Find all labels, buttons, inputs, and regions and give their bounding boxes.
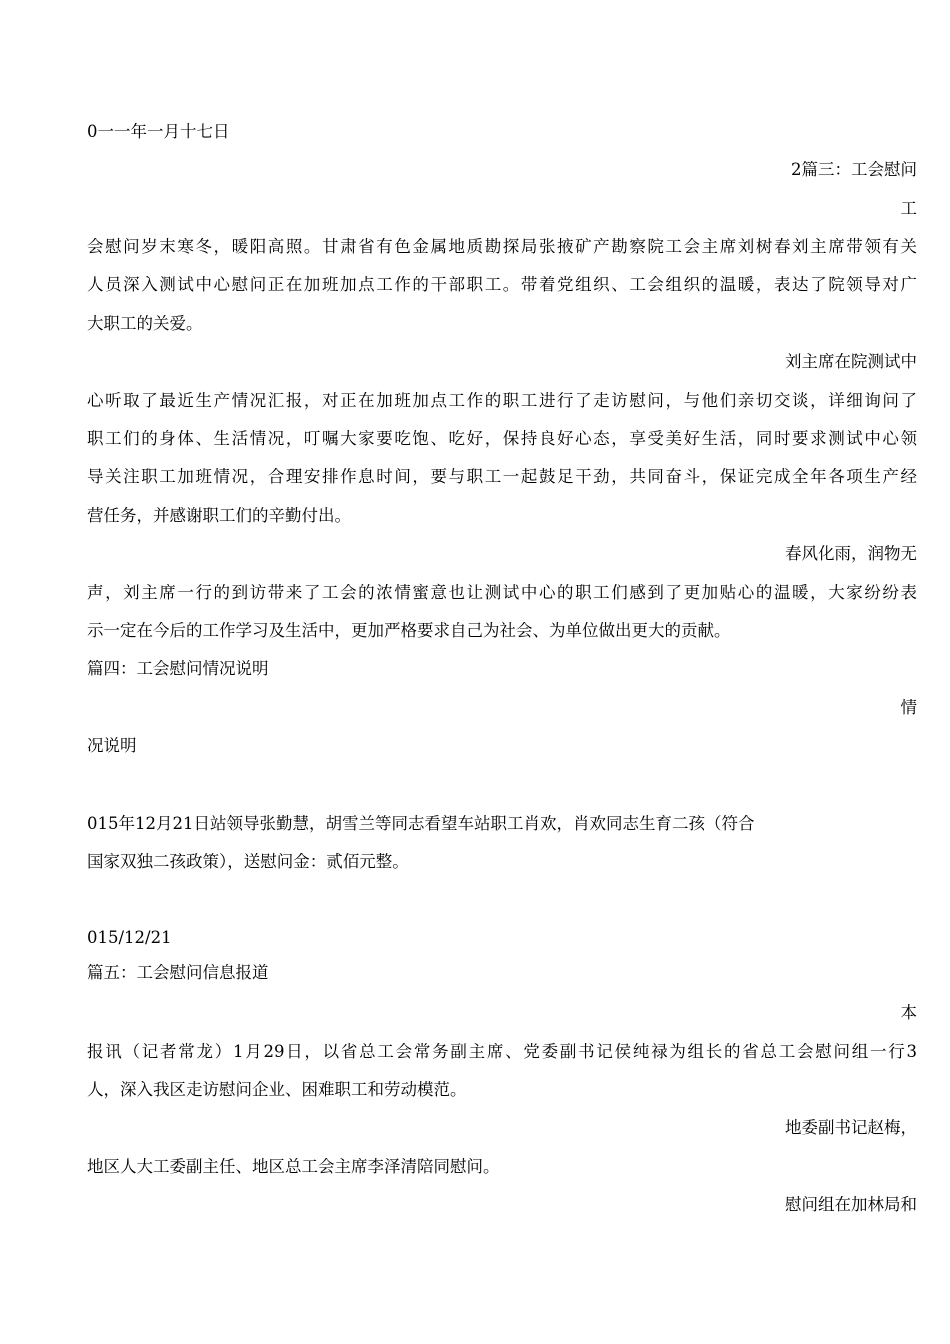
paragraph-line: 慰问组在加林局和 — [785, 1195, 917, 1214]
paragraph-line: 会慰问岁末寒冬，暖阳高照。甘肃省有色金属地质勘探局张掖矿产勘察院工会主席刘树春刘主席带领有关 — [87, 237, 917, 256]
paragraph-line: 营任务，并感谢职工们的辛勤付出。 — [87, 506, 351, 525]
paragraph-line: 人，深入我区走访慰问企业、困难职工和劳动模范。 — [87, 1080, 467, 1099]
paragraph-line: 示一定在今后的工作学习及生活中，更加严格要求自己为社会、为单位做出更大的贡献。 — [87, 621, 731, 640]
paragraph-line: 导关注职工加班情况，合理安排作息时间，要与职工一起鼓足干劲，共同奋斗，保证完成全年各项生产经 — [87, 467, 917, 486]
paragraph-line: 国家双独二孩政策），送慰问金：贰佰元整。 — [87, 852, 409, 871]
section-heading-5: 篇五：工会慰问信息报道 — [87, 963, 269, 982]
section-heading-4: 篇四：工会慰问情况说明 — [87, 659, 269, 678]
section-heading-3: 2篇三：工会慰问 — [791, 160, 917, 179]
date-line: 0一一年一月十七日 — [87, 122, 230, 141]
paragraph-line: 015年12月21日站领导张勤慧，胡雪兰等同志看望车站职工肖欢，肖欢同志生育二孩（符合 — [87, 814, 755, 833]
paragraph-line: 大职工的关爱。 — [87, 314, 203, 333]
paragraph-line: 况说明 — [87, 736, 137, 755]
paragraph-line: 报讯（记者常龙）1月29日，以省总工会常务副主席、党委副书记侯纯禄为组长的省总工会慰问组一行3 — [87, 1042, 917, 1061]
paragraph-line: 地委副书记赵梅， — [785, 1118, 917, 1137]
paragraph-line: 春风化雨，润物无 — [785, 544, 917, 563]
paragraph-line: 声，刘主席一行的到访带来了工会的浓情蜜意也让测试中心的职工们感到了更加贴心的温暖，大家纷纷表 — [87, 583, 917, 602]
paragraph-line: 工 — [900, 199, 917, 218]
paragraph-line: 本 — [900, 1003, 917, 1022]
date-line: 015/12/21 — [87, 928, 172, 947]
paragraph-line: 地区人大工委副主任、地区总工会主席李泽清陪同慰问。 — [87, 1157, 500, 1176]
paragraph-line: 人员深入测试中心慰问正在加班加点工作的干部职工。带着党组织、工会组织的温暖，表达了院领导对广 — [87, 275, 917, 294]
paragraph-line: 心听取了最近生产情况汇报，对正在加班加点工作的职工进行了走访慰问，与他们亲切交谈，详细询问了 — [87, 391, 917, 410]
paragraph-line: 职工们的身体、生活情况，叮嘱大家要吃饱、吃好，保持良好心态，享受美好生活，同时要求测试中心领 — [87, 429, 917, 448]
paragraph-line: 情 — [900, 698, 917, 717]
paragraph-line: 刘主席在院测试中 — [785, 352, 917, 371]
